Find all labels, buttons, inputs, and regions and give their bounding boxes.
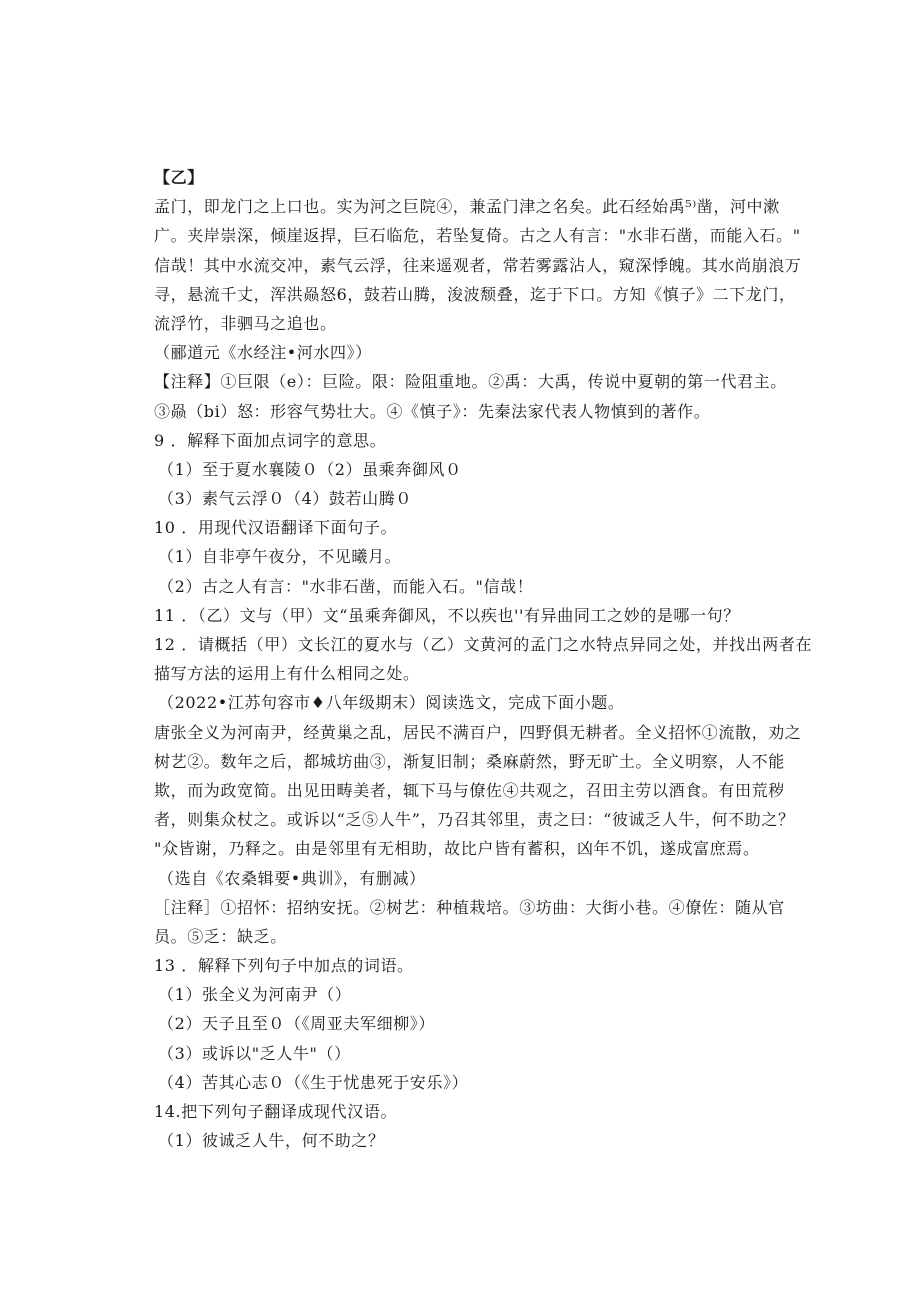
source-citation: （选自《农桑辑要•典训》，有删减） (158, 868, 426, 888)
annotation-line: 【注释】①巨限（e）：巨险。限：险阻重地。②禹：大禹，传说中夏朝的第一代君主。 (154, 372, 787, 392)
section-heading: 【乙】 (154, 168, 204, 187)
question-item: （2）天子且至０（《周亚夫军细柳》） (158, 1014, 435, 1034)
question-14: 14.把下列句子翻译成现代汉语。 (154, 1102, 398, 1121)
annotation-line: ③赑（bi）怒：形容气势壮大。④《慎子》：先秦法家代表人物慎到的著作。 (154, 401, 711, 421)
question-12-continued: 描写方法的运用上有什么相同之处。 (154, 664, 420, 684)
question-item: （1）彼诚乏人牛，何不助之？ (158, 1131, 385, 1151)
question-item: （1）至于夏水襄陵０（2）虽乘奔御风０ (158, 459, 462, 479)
source-citation: （郦道元《水经注•河水四》） (154, 343, 372, 363)
annotation-line: 员。⑤乏：缺乏。 (154, 926, 287, 946)
reading-instruction: （2022•江苏句容市♦八年级期末）阅读选文，完成下面小题。 (158, 693, 625, 713)
passage-line: 孟门，即龙门之上口也。实为河之巨院④，兼孟门津之名矣。此石经始禹⁵⁾凿，河中漱 (154, 197, 780, 217)
passage-line: 流浮竹，非驷马之追也。 (154, 313, 337, 333)
question-item: （2）古之人有言："水非石凿，而能入石。"信哉！ (158, 576, 534, 596)
question-11: 11 ．（乙）文与（甲）文“虽乘奔御风，不以疾也''有异曲同工之妙的是哪一句？ (154, 605, 740, 625)
question-item: （4）苦其心志０（《生于忧患死于安乐》） (158, 1072, 469, 1092)
passage-line: 树艺②。数年之后，都城坊曲③，渐复旧制；桑麻蔚然，野无旷土。全义明察，人不能 (154, 751, 785, 771)
question-9: 9 ．解释下面加点词字的意思。 (154, 430, 387, 450)
passage-line: 者，则集众杖之。或诉以“乏⑤人牛”，乃召其邻里，责之曰：“彼诚乏人牛，何不助之？ (154, 810, 795, 830)
question-10: 10 ．用现代汉语翻译下面句子。 (154, 518, 398, 538)
passage-line: 寻，悬流千丈，浑洪赑怒6，鼓若山腾，浚波颓叠，迄于下口。方知《慎子》二下龙门， (154, 284, 796, 304)
passage-line: 欺，而为政宽简。出见田畴美者，辄下马与僚佐④共观之，召田主劳以酒食。有田荒秽 (154, 780, 785, 800)
question-12: 12 ．请概括（甲）文长江的夏水与（乙）文黄河的孟门之水特点异同之处，并找出两者在 (154, 635, 813, 654)
passage-line: 广。夹岸崇深，倾崖返捍，巨石临危，若坠复倚。古之人有言："水非石凿，而能入石。" (154, 226, 801, 246)
question-item: （1）自非亭午夜分，不见曦月。 (158, 547, 402, 567)
passage-line: "众皆谢，乃释之。由是邻里有无相助，故比户皆有蓄积，凶年不饥，遂成富庶焉。 (154, 839, 760, 859)
question-13: 13 ．解释下列句子中加点的词语。 (154, 956, 414, 976)
annotation-line: ［注释］①招怀：招纳安抚。②树艺：种植栽培。③坊曲：大街小巷。④僚佐：随从官 (154, 897, 785, 917)
question-item: （3）或诉以"乏人牛"（） (158, 1043, 351, 1063)
passage-line: 信哉！其中水流交冲，素气云浮，往来遥观者，常若雾露沾人，窥深悸魄。其水尚崩浪万 (154, 255, 802, 275)
question-item: （1）张全义为河南尹（） (158, 985, 352, 1005)
document-page (154, 163, 844, 1155)
passage-line: 唐张全义为河南尹，经黄巢之乱，居民不满百户，四野俱无耕者。全义招怀①流散，劝之 (154, 722, 802, 742)
question-item: （3）素气云浮０（4）鼓若山腾０ (158, 489, 412, 509)
